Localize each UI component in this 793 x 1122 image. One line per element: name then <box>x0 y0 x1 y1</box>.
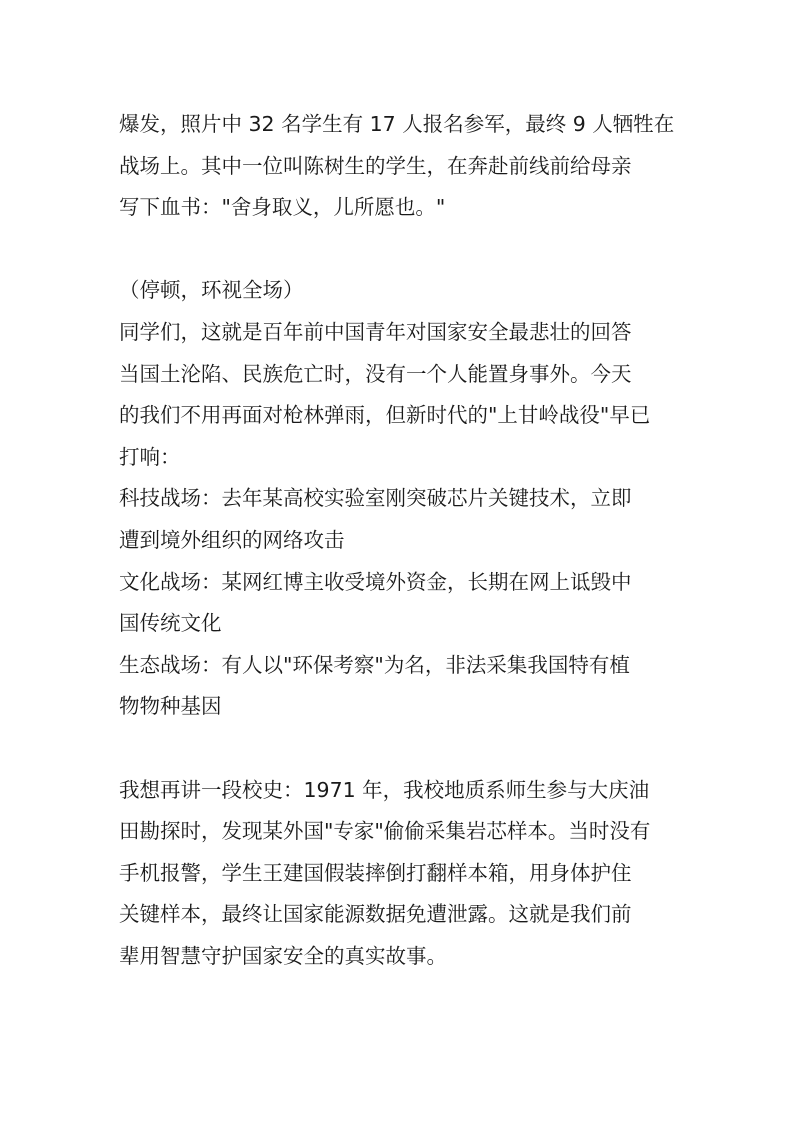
text-line: 遭到境外组织的网络攻击 <box>119 527 345 552</box>
text-line: 的我们不用再面对枪林弹雨，但新时代的"上甘岭战役"早已 <box>119 403 651 428</box>
text-line: 当国土沦陷、民族危亡时，没有一个人能置身事外。今天 <box>119 361 632 386</box>
list-item-culture: 文化战场：某网红博主收受境外资金，长期在网上诋毁中 <box>119 569 632 594</box>
text-line: 打响： <box>119 444 181 469</box>
text-line: 同学们，这就是百年前中国青年对国家安全最悲壮的回答 <box>119 319 632 344</box>
text-line: 物物种基因 <box>119 694 222 719</box>
speech-text-body <box>119 104 679 977</box>
blank-line <box>119 229 679 271</box>
text-line: 战场上。其中一位叫陈树生的学生，在奔赴前线前给母亲 <box>119 153 632 178</box>
text-line: 我想再讲一段校史：1971 年，我校地质系师生参与大庆油 <box>119 777 650 802</box>
list-item-ecology: 生态战场：有人以"环保考察"为名，非法采集我国特有植 <box>119 652 630 677</box>
blank-line <box>119 728 679 770</box>
stage-direction: （停顿，环视全场） <box>119 278 304 303</box>
text-line: 写下血书："舍身取义，儿所愿也。" <box>119 195 446 220</box>
text-line: 手机报警，学生王建国假装摔倒打翻样本箱，用身体护住 <box>119 860 632 885</box>
text-line: 田勘探时，发现某外国"专家"偷偷采集岩芯样本。当时没有 <box>119 819 651 844</box>
text-line: 关键样本，最终让国家能源数据免遭泄露。这就是我们前 <box>119 902 632 927</box>
text-line: 辈用智慧守护国家安全的真实故事。 <box>119 943 447 968</box>
text-line: 爆发，照片中 32 名学生有 17 人报名参军，最终 9 人牺牲在 <box>119 112 675 136</box>
list-item-tech: 科技战场：去年某高校实验室刚突破芯片关键技术，立即 <box>119 486 632 511</box>
text-line: 国传统文化 <box>119 611 222 636</box>
